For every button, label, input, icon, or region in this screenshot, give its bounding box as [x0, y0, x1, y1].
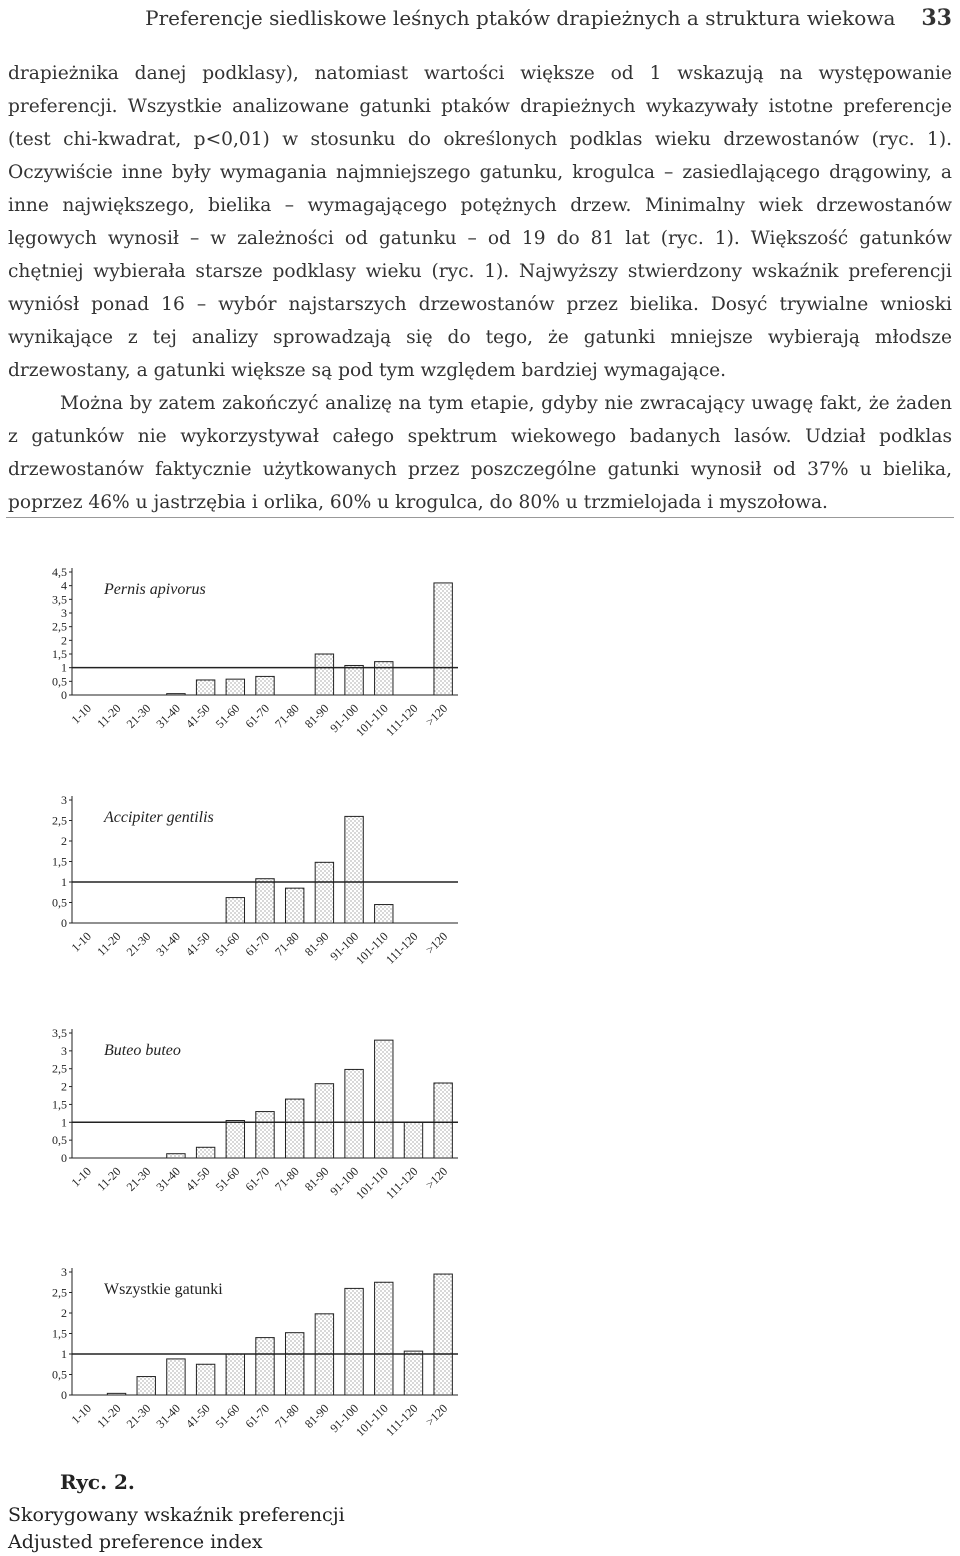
x-tick-label: 41-50 — [183, 1164, 213, 1194]
y-tick-label: 1,5 — [52, 854, 67, 869]
x-tick-label: 51-60 — [212, 1164, 243, 1194]
chart-title: Wszystkie gatunki — [104, 1281, 223, 1298]
chart-accipiter-nisus — [480, 790, 960, 990]
y-tick-label: 3 — [61, 606, 67, 620]
y-tick-label: 2 — [61, 834, 67, 848]
x-tick-label: 31-40 — [153, 701, 184, 731]
bar — [285, 1099, 303, 1158]
x-tick-label: 1-10 — [68, 929, 94, 955]
paragraph-2: Można by zatem zakończyć analizę na tym etapie, gdyby nie zwracający uwagę fakt, że żaden z gatunków nie wykorzystywał całego spektrum wiekowego badanych lasów. Udział podklas drzewostanów faktycznie użytkowanych przez poszczególne gatunki wynosił od 37% u bielika, poprzez 46% u jastrzębia i orlika, 60% u krogulca, do 80% u trzmielojada i myszołowa. — [8, 393, 952, 513]
x-tick-label: 71-80 — [272, 701, 302, 731]
chart-pernis-apivorus — [0, 560, 470, 760]
x-tick-label: 91-100 — [327, 1401, 362, 1436]
bar — [285, 888, 303, 923]
bar — [434, 1083, 452, 1158]
chart-wszystkie-gatunki — [0, 1262, 470, 1467]
body-text — [8, 57, 952, 519]
y-tick-label: 3,5 — [52, 592, 67, 607]
bar — [404, 1351, 422, 1395]
bar — [196, 1147, 214, 1158]
x-tick-label: 41-50 — [183, 929, 213, 959]
y-tick-label: 2,5 — [52, 813, 67, 828]
x-tick-label: 91-100 — [327, 929, 362, 964]
y-tick-label: 3 — [61, 793, 67, 807]
y-tick-label: 0,5 — [52, 1133, 67, 1148]
x-tick-label: 11-20 — [94, 929, 124, 959]
bar — [345, 1288, 363, 1395]
y-tick-label: 4 — [61, 578, 67, 593]
y-tick-label: 1 — [61, 1115, 67, 1130]
chart-accipiter-gentilis — [0, 790, 470, 990]
bar — [375, 905, 393, 923]
y-tick-label: 0,5 — [52, 674, 67, 689]
bar — [434, 1274, 452, 1395]
x-tick-label: 61-70 — [242, 1401, 273, 1431]
x-tick-label: 1-10 — [68, 1401, 94, 1427]
running-header — [8, 0, 952, 36]
x-tick-label: 81-90 — [301, 701, 332, 731]
bar — [226, 898, 244, 923]
bar — [375, 1282, 393, 1395]
bar — [345, 665, 363, 695]
bar — [315, 654, 333, 695]
y-tick-label: 0 — [61, 688, 67, 702]
chart-buteo-buteo — [0, 1025, 470, 1230]
bar — [256, 1112, 274, 1158]
bar — [256, 676, 274, 695]
bar — [137, 1377, 155, 1395]
bar — [404, 1122, 422, 1158]
bar — [256, 1338, 274, 1395]
y-tick-label: 0,5 — [52, 1367, 67, 1382]
figure-caption — [8, 1470, 345, 1556]
x-tick-label: 91-100 — [327, 1164, 362, 1199]
bar — [226, 1121, 244, 1159]
y-tick-label: 2,5 — [52, 1285, 67, 1300]
x-tick-label: >120 — [422, 1164, 451, 1192]
bar — [315, 862, 333, 923]
x-tick-label: 71-80 — [272, 929, 302, 959]
page-number: 33 — [921, 5, 952, 31]
x-tick-label: 101-110 — [353, 1164, 391, 1203]
y-tick-label: 1 — [61, 875, 67, 889]
y-tick-label: 2 — [61, 1079, 67, 1094]
bar — [167, 1154, 185, 1158]
y-tick-label: 2,5 — [52, 619, 67, 634]
x-tick-label: 111-120 — [383, 701, 421, 739]
chart-title: Pernis apivorus — [104, 581, 206, 598]
x-tick-label: 111-120 — [383, 1164, 421, 1202]
x-tick-label: 101-110 — [353, 701, 391, 740]
x-tick-label: 11-20 — [94, 1164, 124, 1194]
x-tick-label: 101-110 — [353, 929, 391, 968]
y-tick-label: 2,5 — [52, 1061, 67, 1076]
x-tick-label: 81-90 — [301, 929, 332, 959]
x-tick-label: 71-80 — [272, 1401, 302, 1431]
running-title: Preferencje siedliskowe leśnych ptaków drapieżnych a struktura wiekowa — [145, 6, 896, 30]
x-tick-label: 91-100 — [327, 701, 362, 736]
paragraph-1: drapieżnika danej podklasy), natomiast wartości większe od 1 wskazują na występowanie preferencji. Wszystkie analizowane gatunki ptaków drapieżnych wykazywały istotne preferencje (test chi-kwadrat, p<0,01) w stosunku do określonych podklas wieku drzewostanów (ryc. 1). Oczywiście inne były wymagania najmniejszego gatunku, krogulca – zasiedlającego drągowiny, a inne największego, bielika – wymagającego potężnych drzew. Minimalny wiek drzewostanów lęgowych wynosił – w zależności od gatunku – od 19 do 81 lat (ryc. 1). Większość gatunków chętniej wybierała starsze podklasy wieku (ryc. 1). Najwyższy stwierdzony wskaźnik preferencji wyniósł ponad 16 – wybór najstarszych drzewostanów przez bielika. Dosyć trywialne wnioski wynikające z tej analizy sprowadzają się do tego, że gatunki mniejsze wybierają młodsze drzewostany, a gatunki większe są pod tym względem bardziej wymagające. — [8, 63, 952, 381]
y-tick-label: 3 — [61, 1043, 67, 1058]
x-tick-label: >120 — [422, 701, 451, 729]
bar — [226, 1354, 244, 1395]
bar — [375, 1040, 393, 1158]
y-tick-label: 3 — [61, 1265, 67, 1279]
y-tick-label: 2 — [61, 633, 67, 648]
x-tick-label: 51-60 — [212, 1401, 243, 1431]
x-tick-label: >120 — [422, 929, 451, 957]
x-tick-label: 111-120 — [383, 929, 421, 967]
bar — [256, 879, 274, 923]
bar — [315, 1084, 333, 1158]
y-tick-label: 1,5 — [52, 647, 67, 661]
y-tick-label: 4,5 — [52, 565, 67, 579]
bar — [167, 694, 185, 695]
x-tick-label: 101-110 — [353, 1401, 391, 1440]
y-tick-label: 0,5 — [52, 895, 67, 910]
chart-haliaeetus-albicilla — [480, 560, 960, 760]
y-tick-label: 0 — [61, 916, 67, 930]
bar — [196, 1364, 214, 1395]
bar — [167, 1359, 185, 1395]
bar — [196, 680, 214, 695]
figure-label: Ryc. 2. — [60, 1470, 135, 1494]
chart-title: Buteo buteo — [104, 1042, 181, 1059]
x-tick-label: 111-120 — [383, 1401, 421, 1439]
bar — [375, 662, 393, 695]
x-tick-label: 21-30 — [123, 929, 154, 959]
x-tick-label: >120 — [422, 1401, 451, 1429]
y-tick-label: 2 — [61, 1306, 67, 1320]
x-tick-label: 11-20 — [94, 701, 124, 731]
x-tick-label: 21-30 — [123, 1401, 154, 1431]
y-tick-label: 1 — [61, 660, 67, 675]
y-tick-label: 1,5 — [52, 1097, 67, 1112]
x-tick-label: 61-70 — [242, 701, 273, 731]
section-divider — [6, 517, 954, 518]
bar — [434, 583, 452, 695]
x-tick-label: 51-60 — [212, 701, 243, 731]
x-tick-label: 31-40 — [153, 929, 184, 959]
chart-title: Accipiter gentilis — [104, 809, 214, 826]
bar — [107, 1393, 125, 1395]
x-tick-label: 61-70 — [242, 929, 273, 959]
x-tick-label: 81-90 — [301, 1164, 332, 1194]
x-tick-label: 1-10 — [68, 701, 94, 727]
bar — [345, 1069, 363, 1158]
caption-polish: Skorygowany wskaźnik preferencji — [8, 1504, 345, 1526]
x-tick-label: 61-70 — [242, 1164, 273, 1194]
chart-aquila-pomarina — [480, 1025, 960, 1230]
x-tick-label: 1-10 — [68, 1164, 94, 1190]
y-tick-label: 0 — [61, 1388, 67, 1402]
bar — [226, 679, 244, 695]
y-tick-label: 0 — [61, 1151, 67, 1165]
caption-english: Adjusted preference index — [8, 1531, 263, 1553]
bar — [345, 816, 363, 923]
bar — [285, 1333, 303, 1395]
x-tick-label: 41-50 — [183, 701, 213, 731]
x-tick-label: 81-90 — [301, 1401, 332, 1431]
x-tick-label: 21-30 — [123, 1164, 154, 1194]
x-tick-label: 51-60 — [212, 929, 243, 959]
x-tick-label: 71-80 — [272, 1164, 302, 1194]
x-tick-label: 31-40 — [153, 1164, 184, 1194]
x-tick-label: 41-50 — [183, 1401, 213, 1431]
y-tick-label: 3,5 — [52, 1026, 67, 1040]
x-tick-label: 31-40 — [153, 1401, 184, 1431]
x-tick-label: 21-30 — [123, 701, 154, 731]
y-tick-label: 1,5 — [52, 1326, 67, 1341]
y-tick-label: 1 — [61, 1347, 67, 1361]
x-tick-label: 11-20 — [94, 1401, 124, 1431]
